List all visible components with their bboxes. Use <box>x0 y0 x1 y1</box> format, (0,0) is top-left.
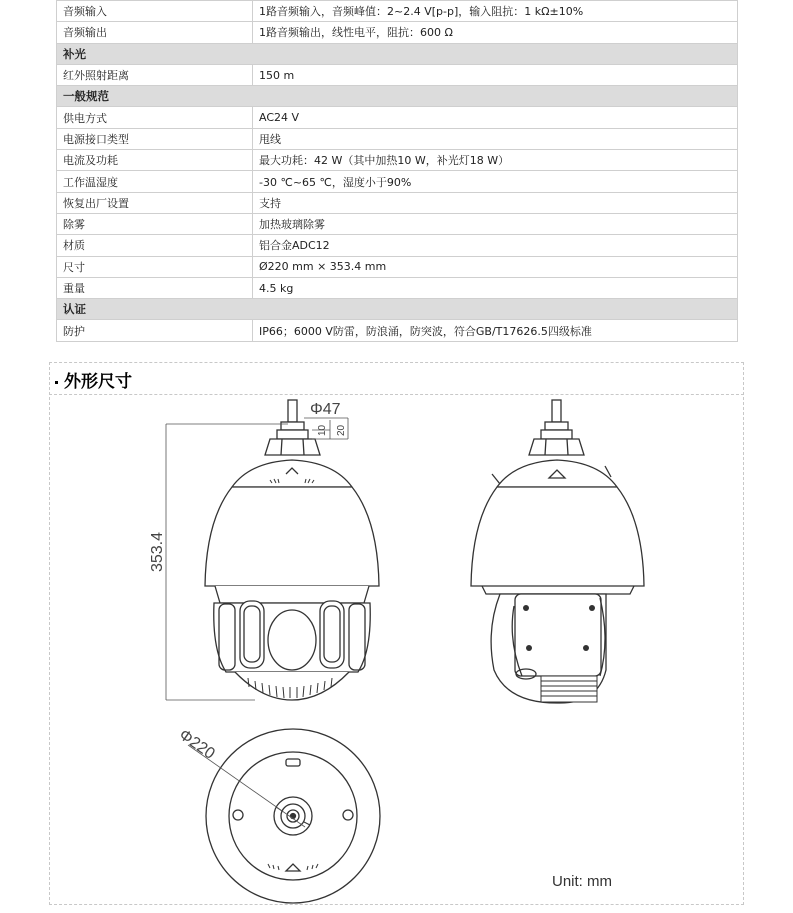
spec-key: 防护 <box>57 320 253 341</box>
front-view <box>205 400 379 700</box>
spec-value: 4.5 kg <box>253 277 738 298</box>
spec-value: 最大功耗：42 W（其中加热10 W，补光灯18 W） <box>253 150 738 171</box>
spec-value: IP66；6000 V防雷，防浪涌，防突波，符合GB/T17626.5四级标准 <box>253 320 738 341</box>
spec-value: 加热玻璃除雾 <box>253 213 738 234</box>
spec-key: 工作温湿度 <box>57 171 253 192</box>
spec-value: 甩线 <box>253 128 738 149</box>
spec-value: 150 m <box>253 64 738 85</box>
spec-key: 供电方式 <box>57 107 253 128</box>
spec-key: 尺寸 <box>57 256 253 277</box>
spec-key: 重量 <box>57 277 253 298</box>
spec-key: 材质 <box>57 235 253 256</box>
dimension-title-text: 外形尺寸 <box>64 372 132 392</box>
dim-10-label: 10 <box>317 424 328 436</box>
section-title: 认证 <box>57 299 738 320</box>
dim-20-label: 20 <box>336 424 347 436</box>
base-diameter-label: Φ220 <box>175 726 218 763</box>
spec-value: AC24 V <box>253 107 738 128</box>
spec-key: 除雾 <box>57 213 253 234</box>
section-title: 补光 <box>57 43 738 64</box>
unit-label: Unit: mm <box>552 873 612 890</box>
spec-key: 音频输入 <box>57 1 253 22</box>
spec-value: 支持 <box>253 192 738 213</box>
spec-key: 电流及功耗 <box>57 150 253 171</box>
bottom-view <box>188 729 380 903</box>
spec-value: 1路音频输出，线性电平，阻抗：600 Ω <box>253 22 738 43</box>
spec-key: 音频输出 <box>57 22 253 43</box>
side-vent-lines <box>541 676 597 702</box>
top-diameter-label: Φ47 <box>310 401 341 418</box>
side-view <box>471 400 644 703</box>
section-title: 一般规范 <box>57 86 738 107</box>
height-label: 353.4 <box>149 531 166 573</box>
spec-value: 1路音频输入，音频峰值：2~2.4 V[p-p]，输入阻抗：1 kΩ±10% <box>253 1 738 22</box>
spec-value: 铝合金ADC12 <box>253 235 738 256</box>
spec-key: 恢复出厂设置 <box>57 192 253 213</box>
spec-key: 红外照射距离 <box>57 64 253 85</box>
spec-value: Ø220 mm × 353.4 mm <box>253 256 738 277</box>
spec-value: -30 ℃~65 ℃，湿度小于90% <box>253 171 738 192</box>
spec-key: 电源接口类型 <box>57 128 253 149</box>
